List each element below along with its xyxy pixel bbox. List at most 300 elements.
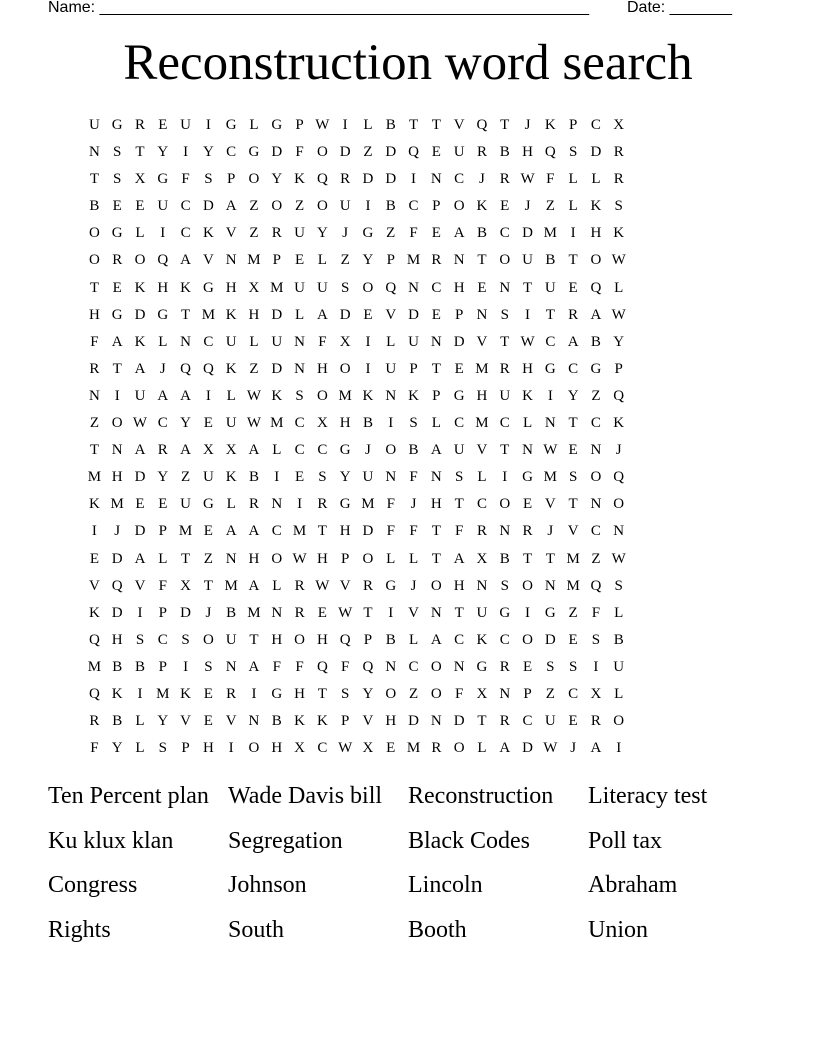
grid-letter: N <box>476 577 488 594</box>
grid-letter: E <box>158 117 168 133</box>
grid-letter: R <box>431 740 442 757</box>
grid-letter: Q <box>362 658 374 675</box>
grid-letter: E <box>203 523 213 540</box>
grid-letter: O <box>294 631 305 648</box>
grid-letter: W <box>543 442 558 459</box>
grid-letter: R <box>499 713 510 730</box>
grid-letter: L <box>272 577 282 594</box>
grid-letter: D <box>544 631 556 648</box>
grid-letter: F <box>386 496 395 513</box>
grid-letter: A <box>430 631 442 648</box>
grid-letter: N <box>88 144 100 161</box>
grid-letter: Q <box>88 685 100 702</box>
word-list-item: Segregation <box>228 827 343 854</box>
grid-letter: G <box>271 685 283 702</box>
grid-letter: P <box>363 631 373 648</box>
grid-letter: Q <box>157 252 169 269</box>
grid-letter: B <box>248 469 259 486</box>
grid-letter: C <box>568 360 579 377</box>
grid-letter: X <box>362 740 374 757</box>
grid-letter: N <box>613 523 625 540</box>
grid-letter: P <box>158 658 167 675</box>
grid-letter: T <box>112 360 122 377</box>
grid-letter: O <box>316 198 328 215</box>
grid-letter: U <box>613 658 625 675</box>
grid-letter: D <box>339 306 351 323</box>
grid-letter: R <box>226 685 237 702</box>
grid-letter: Q <box>590 577 602 594</box>
grid-letter: C <box>454 171 465 188</box>
grid-letter: O <box>522 631 533 648</box>
grid-letter: I <box>183 144 189 161</box>
word-list-item: Congress <box>48 872 138 898</box>
grid-letter: F <box>409 225 418 242</box>
grid-letter: U <box>544 713 556 730</box>
grid-letter: I <box>91 523 97 540</box>
grid-row <box>83 166 743 193</box>
grid-letter: R <box>157 442 168 459</box>
grid-letter: L <box>591 171 601 188</box>
grid-letter: S <box>340 279 350 296</box>
grid-row <box>83 383 743 410</box>
grid-letter: M <box>270 415 284 432</box>
grid-letter: O <box>316 144 328 161</box>
grid-letter: T <box>431 360 441 377</box>
grid-letter: C <box>590 523 601 540</box>
grid-letter: N <box>111 442 123 459</box>
grid-letter: Y <box>339 469 351 486</box>
grid-letter: N <box>271 496 283 513</box>
grid-letter: Q <box>408 144 419 161</box>
grid-letter: N <box>248 713 260 730</box>
word-list-item: Abraham <box>588 872 678 898</box>
grid-letter: Y <box>362 685 374 702</box>
grid-letter: V <box>88 577 100 594</box>
grid-letter: Z <box>249 225 259 242</box>
grid-letter: R <box>590 713 601 730</box>
word-list-item: Wade Davis bill <box>228 783 383 809</box>
grid-letter: N <box>88 387 100 404</box>
grid-letter: D <box>453 713 465 730</box>
grid-letter: S <box>454 469 464 486</box>
grid-letter: T <box>500 442 510 459</box>
grid-letter: C <box>499 415 510 432</box>
grid-letter: K <box>362 387 374 404</box>
grid-letter: L <box>431 415 441 432</box>
grid-letter: N <box>294 360 305 377</box>
grid-letter: U <box>180 117 191 133</box>
grid-letter: P <box>523 685 532 702</box>
grid-row <box>83 546 743 573</box>
grid-letter: E <box>203 685 213 702</box>
grid-letter: U <box>339 198 351 215</box>
grid-letter: K <box>180 685 191 702</box>
grid-letter: B <box>134 658 145 675</box>
grid-letter: E <box>522 658 533 675</box>
grid-letter: Y <box>613 333 625 350</box>
grid-letter: O <box>202 631 214 648</box>
grid-letter: X <box>476 685 488 702</box>
grid-letter: E <box>431 144 441 161</box>
grid-letter: M <box>247 252 261 269</box>
grid-letter: D <box>385 171 397 188</box>
grid-letter: B <box>112 713 123 730</box>
grid-letter: Y <box>157 713 169 730</box>
grid-letter: N <box>385 658 397 675</box>
grid-letter: V <box>544 496 556 513</box>
grid-row <box>83 600 743 627</box>
grid-letter: R <box>476 523 487 540</box>
grid-letter: E <box>431 306 441 323</box>
grid-letter: L <box>272 442 282 459</box>
word-list-item: Black Codes <box>408 827 530 854</box>
grid-letter: D <box>590 144 602 161</box>
grid-letter: A <box>248 577 260 594</box>
grid-letter: T <box>477 713 487 730</box>
grid-letter: R <box>362 577 373 594</box>
grid-letter: K <box>476 198 488 215</box>
grid-letter: L <box>522 415 533 432</box>
grid-letter: Y <box>157 469 169 486</box>
grid-row <box>83 681 743 708</box>
grid-letter: M <box>87 658 102 675</box>
grid-letter: B <box>545 252 556 269</box>
grid-letter: K <box>613 225 625 242</box>
grid-letter: G <box>248 144 260 161</box>
grid-letter: C <box>180 198 191 215</box>
grid-letter: D <box>134 469 146 486</box>
word-list-item: Johnson <box>228 872 307 898</box>
grid-letter: E <box>317 604 327 621</box>
grid-letter: P <box>272 252 281 269</box>
grid-letter: X <box>294 740 305 757</box>
grid-letter: M <box>406 740 421 757</box>
grid-letter: H <box>453 577 465 594</box>
grid-letter: T <box>135 144 145 161</box>
grid-letter: K <box>88 604 100 621</box>
grid-letter: P <box>454 306 464 323</box>
grid-letter: B <box>385 117 396 133</box>
grid-letter: E <box>500 198 510 215</box>
grid-letter: S <box>113 171 122 188</box>
grid-letter: S <box>181 631 190 648</box>
grid-letter: O <box>385 442 397 459</box>
grid-letter: P <box>432 387 441 404</box>
grid-letter: Z <box>294 198 305 215</box>
grid-letter: L <box>158 333 168 350</box>
grid-letter: S <box>409 415 418 432</box>
grid-letter: C <box>226 144 237 161</box>
grid-letter: E <box>454 360 464 377</box>
grid-letter: K <box>408 387 419 404</box>
grid-letter: E <box>568 631 578 648</box>
grid-letter: I <box>365 198 371 215</box>
grid-letter: R <box>499 171 510 188</box>
grid-letter: J <box>410 496 417 513</box>
word-list-item: Rights <box>48 916 111 943</box>
grid-letter: D <box>522 225 533 242</box>
grid-letter: Q <box>180 360 191 377</box>
grid-letter: O <box>385 685 397 702</box>
grid-letter: G <box>453 387 465 404</box>
grid-letter: D <box>362 523 374 540</box>
grid-letter: N <box>544 577 556 594</box>
grid-letter: Z <box>203 550 213 567</box>
grid-letter: W <box>315 577 330 594</box>
grid-letter: Q <box>476 117 488 133</box>
grid-letter: O <box>590 469 602 486</box>
grid-letter: J <box>615 442 622 459</box>
grid-letter: W <box>315 117 330 133</box>
grid-letter: O <box>430 658 442 675</box>
grid-letter: F <box>546 171 555 188</box>
grid-letter: J <box>570 740 577 757</box>
word-list-item: South <box>228 916 285 943</box>
grid-letter: W <box>246 415 262 432</box>
grid-letter: S <box>614 577 623 594</box>
grid-letter: M <box>475 360 489 377</box>
grid-letter: T <box>454 604 464 621</box>
grid-letter: I <box>388 415 394 432</box>
grid-row <box>83 329 743 356</box>
grid-letter: K <box>544 117 556 133</box>
grid-letter: N <box>225 658 237 675</box>
grid-letter: N <box>225 252 237 269</box>
grid-letter: W <box>338 740 353 757</box>
grid-letter: O <box>453 198 465 215</box>
grid-letter: N <box>590 442 602 459</box>
grid-letter: H <box>476 387 488 404</box>
grid-letter: T <box>408 117 419 133</box>
grid-letter: L <box>614 685 624 702</box>
grid-letter: N <box>522 442 533 459</box>
grid-letter: K <box>271 387 283 404</box>
grid-letter: A <box>180 442 191 459</box>
grid-letter: N <box>430 604 442 621</box>
grid-letter: M <box>292 523 307 540</box>
grid-letter: O <box>499 496 511 513</box>
grid-letter: F <box>386 523 395 540</box>
grid-letter: U <box>294 279 305 296</box>
grid-letter: B <box>385 631 396 648</box>
grid-letter: Z <box>363 144 373 161</box>
grid-letter: B <box>499 144 510 161</box>
grid-letter: C <box>203 333 214 350</box>
grid-letter: J <box>479 171 485 188</box>
grid-letter: I <box>274 469 280 486</box>
grid-letter: J <box>365 442 371 459</box>
grid-letter: T <box>317 523 327 540</box>
grid-letter: V <box>339 577 351 594</box>
grid-letter: L <box>249 333 259 350</box>
grid-letter: Q <box>111 577 123 594</box>
grid-letter: O <box>430 685 442 702</box>
grid-letter: P <box>227 171 236 188</box>
grid-letter: R <box>568 306 579 323</box>
grid-letter: I <box>502 469 508 486</box>
grid-letter: T <box>545 550 555 567</box>
grid-letter: V <box>180 713 191 730</box>
grid-letter: C <box>157 415 168 432</box>
grid-letter: Z <box>591 387 601 404</box>
grid-letter: D <box>385 144 397 161</box>
grid-letter: N <box>430 333 442 350</box>
grid-letter: M <box>270 279 284 296</box>
grid-letter: A <box>225 198 237 215</box>
grid-letter: A <box>590 740 602 757</box>
grid-letter: G <box>157 306 169 323</box>
grid-letter: G <box>544 604 556 621</box>
grid-letter: O <box>316 387 328 404</box>
grid-letter: I <box>342 117 348 133</box>
grid-letter: M <box>87 469 102 486</box>
grid-letter: A <box>225 523 237 540</box>
grid-letter: K <box>294 713 305 730</box>
grid-letter: M <box>566 577 580 594</box>
grid-letter: C <box>294 442 305 459</box>
grid-letter: M <box>566 550 580 567</box>
grid-letter: Y <box>271 171 283 188</box>
grid-letter: A <box>180 252 191 269</box>
grid-letter: K <box>134 333 146 350</box>
grid-letter: U <box>180 496 191 513</box>
grid-letter: T <box>431 117 441 133</box>
grid-letter: U <box>225 631 237 648</box>
grid-letter: E <box>294 469 305 486</box>
grid-letter: N <box>544 415 556 432</box>
grid-letter: Z <box>591 550 601 567</box>
grid-letter: I <box>160 225 166 242</box>
grid-letter: V <box>567 523 579 540</box>
grid-letter: B <box>590 333 601 350</box>
grid-row <box>83 275 743 302</box>
grid-letter: R <box>271 225 282 242</box>
grid-letter: M <box>361 496 375 513</box>
grid-letter: S <box>135 631 145 648</box>
grid-letter: D <box>408 306 419 323</box>
grid-letter: W <box>611 252 626 269</box>
grid-letter: L <box>226 496 236 513</box>
grid-letter: X <box>134 171 146 188</box>
grid-letter: W <box>611 550 626 567</box>
grid-letter: C <box>408 198 419 215</box>
grid-letter: I <box>365 333 371 350</box>
grid-letter: F <box>90 740 99 757</box>
grid-letter: N <box>430 713 442 730</box>
grid-letter: I <box>547 387 553 404</box>
grid-letter: Q <box>544 144 556 161</box>
grid-letter: H <box>111 469 123 486</box>
grid-letter: Z <box>340 252 350 269</box>
grid-letter: O <box>271 198 283 215</box>
grid-letter: T <box>181 306 191 323</box>
grid-letter: H <box>88 306 100 323</box>
grid-letter: F <box>454 685 464 702</box>
grid-letter: R <box>476 144 487 161</box>
grid-letter: E <box>135 198 145 215</box>
grid-letter: A <box>590 306 602 323</box>
grid-letter: A <box>134 360 146 377</box>
grid-letter: E <box>568 279 578 296</box>
grid-letter: K <box>202 225 214 242</box>
grid-letter: I <box>593 658 599 675</box>
grid-letter: X <box>248 279 260 296</box>
grid-letter: S <box>568 658 578 675</box>
grid-row <box>83 491 743 518</box>
grid-letter: L <box>408 550 419 567</box>
grid-letter: H <box>522 360 533 377</box>
grid-letter: U <box>544 279 556 296</box>
grid-letter: E <box>203 713 213 730</box>
grid-letter: H <box>339 415 351 432</box>
grid-letter: E <box>431 225 441 242</box>
grid-letter: H <box>157 279 169 296</box>
grid-letter: R <box>317 496 328 513</box>
grid-letter: N <box>408 279 419 296</box>
grid-letter: B <box>226 604 237 621</box>
grid-letter: Z <box>386 225 396 242</box>
grid-letter: Q <box>385 279 397 296</box>
grid-letter: H <box>202 740 214 757</box>
grid-letter: W <box>246 387 262 404</box>
grid-letter: Y <box>567 387 579 404</box>
grid-letter: P <box>158 604 167 621</box>
grid-letter: L <box>477 740 487 757</box>
grid-letter: Q <box>316 171 328 188</box>
grid-letter: L <box>363 117 373 133</box>
grid-letter: T <box>249 631 259 648</box>
grid-row <box>83 220 743 247</box>
grid-letter: K <box>225 306 237 323</box>
grid-letter: G <box>522 469 533 486</box>
grid-letter: U <box>88 117 100 133</box>
grid-letter: C <box>454 415 465 432</box>
grid-letter: O <box>134 252 146 269</box>
grid-letter: O <box>339 360 351 377</box>
word-list-item: Literacy test <box>588 783 708 809</box>
grid-letter: W <box>611 306 626 323</box>
grid-letter: E <box>386 740 396 757</box>
grid-letter: N <box>294 333 305 350</box>
grid-letter: G <box>339 442 351 459</box>
grid-letter: U <box>362 469 374 486</box>
grid-letter: L <box>408 631 419 648</box>
grid-letter: V <box>453 117 465 133</box>
grid-letter: J <box>524 198 531 215</box>
grid-row <box>83 518 743 545</box>
grid-letter: Y <box>157 144 169 161</box>
grid-letter: P <box>409 360 418 377</box>
grid-letter: B <box>271 713 282 730</box>
grid-letter: E <box>477 279 487 296</box>
grid-letter: S <box>500 306 509 323</box>
grid-letter: D <box>134 523 146 540</box>
grid-letter: A <box>248 523 260 540</box>
grid-letter: E <box>112 279 122 296</box>
grid-letter: Y <box>202 144 214 161</box>
grid-letter: V <box>385 306 397 323</box>
grid-letter: G <box>111 225 123 242</box>
grid-letter: R <box>499 658 510 675</box>
grid-letter: G <box>544 360 556 377</box>
grid-letter: J <box>524 117 531 133</box>
grid-letter: C <box>454 631 465 648</box>
grid-letter: I <box>411 171 417 188</box>
grid-letter: G <box>476 658 488 675</box>
grid-letter: K <box>180 279 191 296</box>
grid-letter: G <box>590 360 602 377</box>
grid-letter: H <box>590 225 602 242</box>
